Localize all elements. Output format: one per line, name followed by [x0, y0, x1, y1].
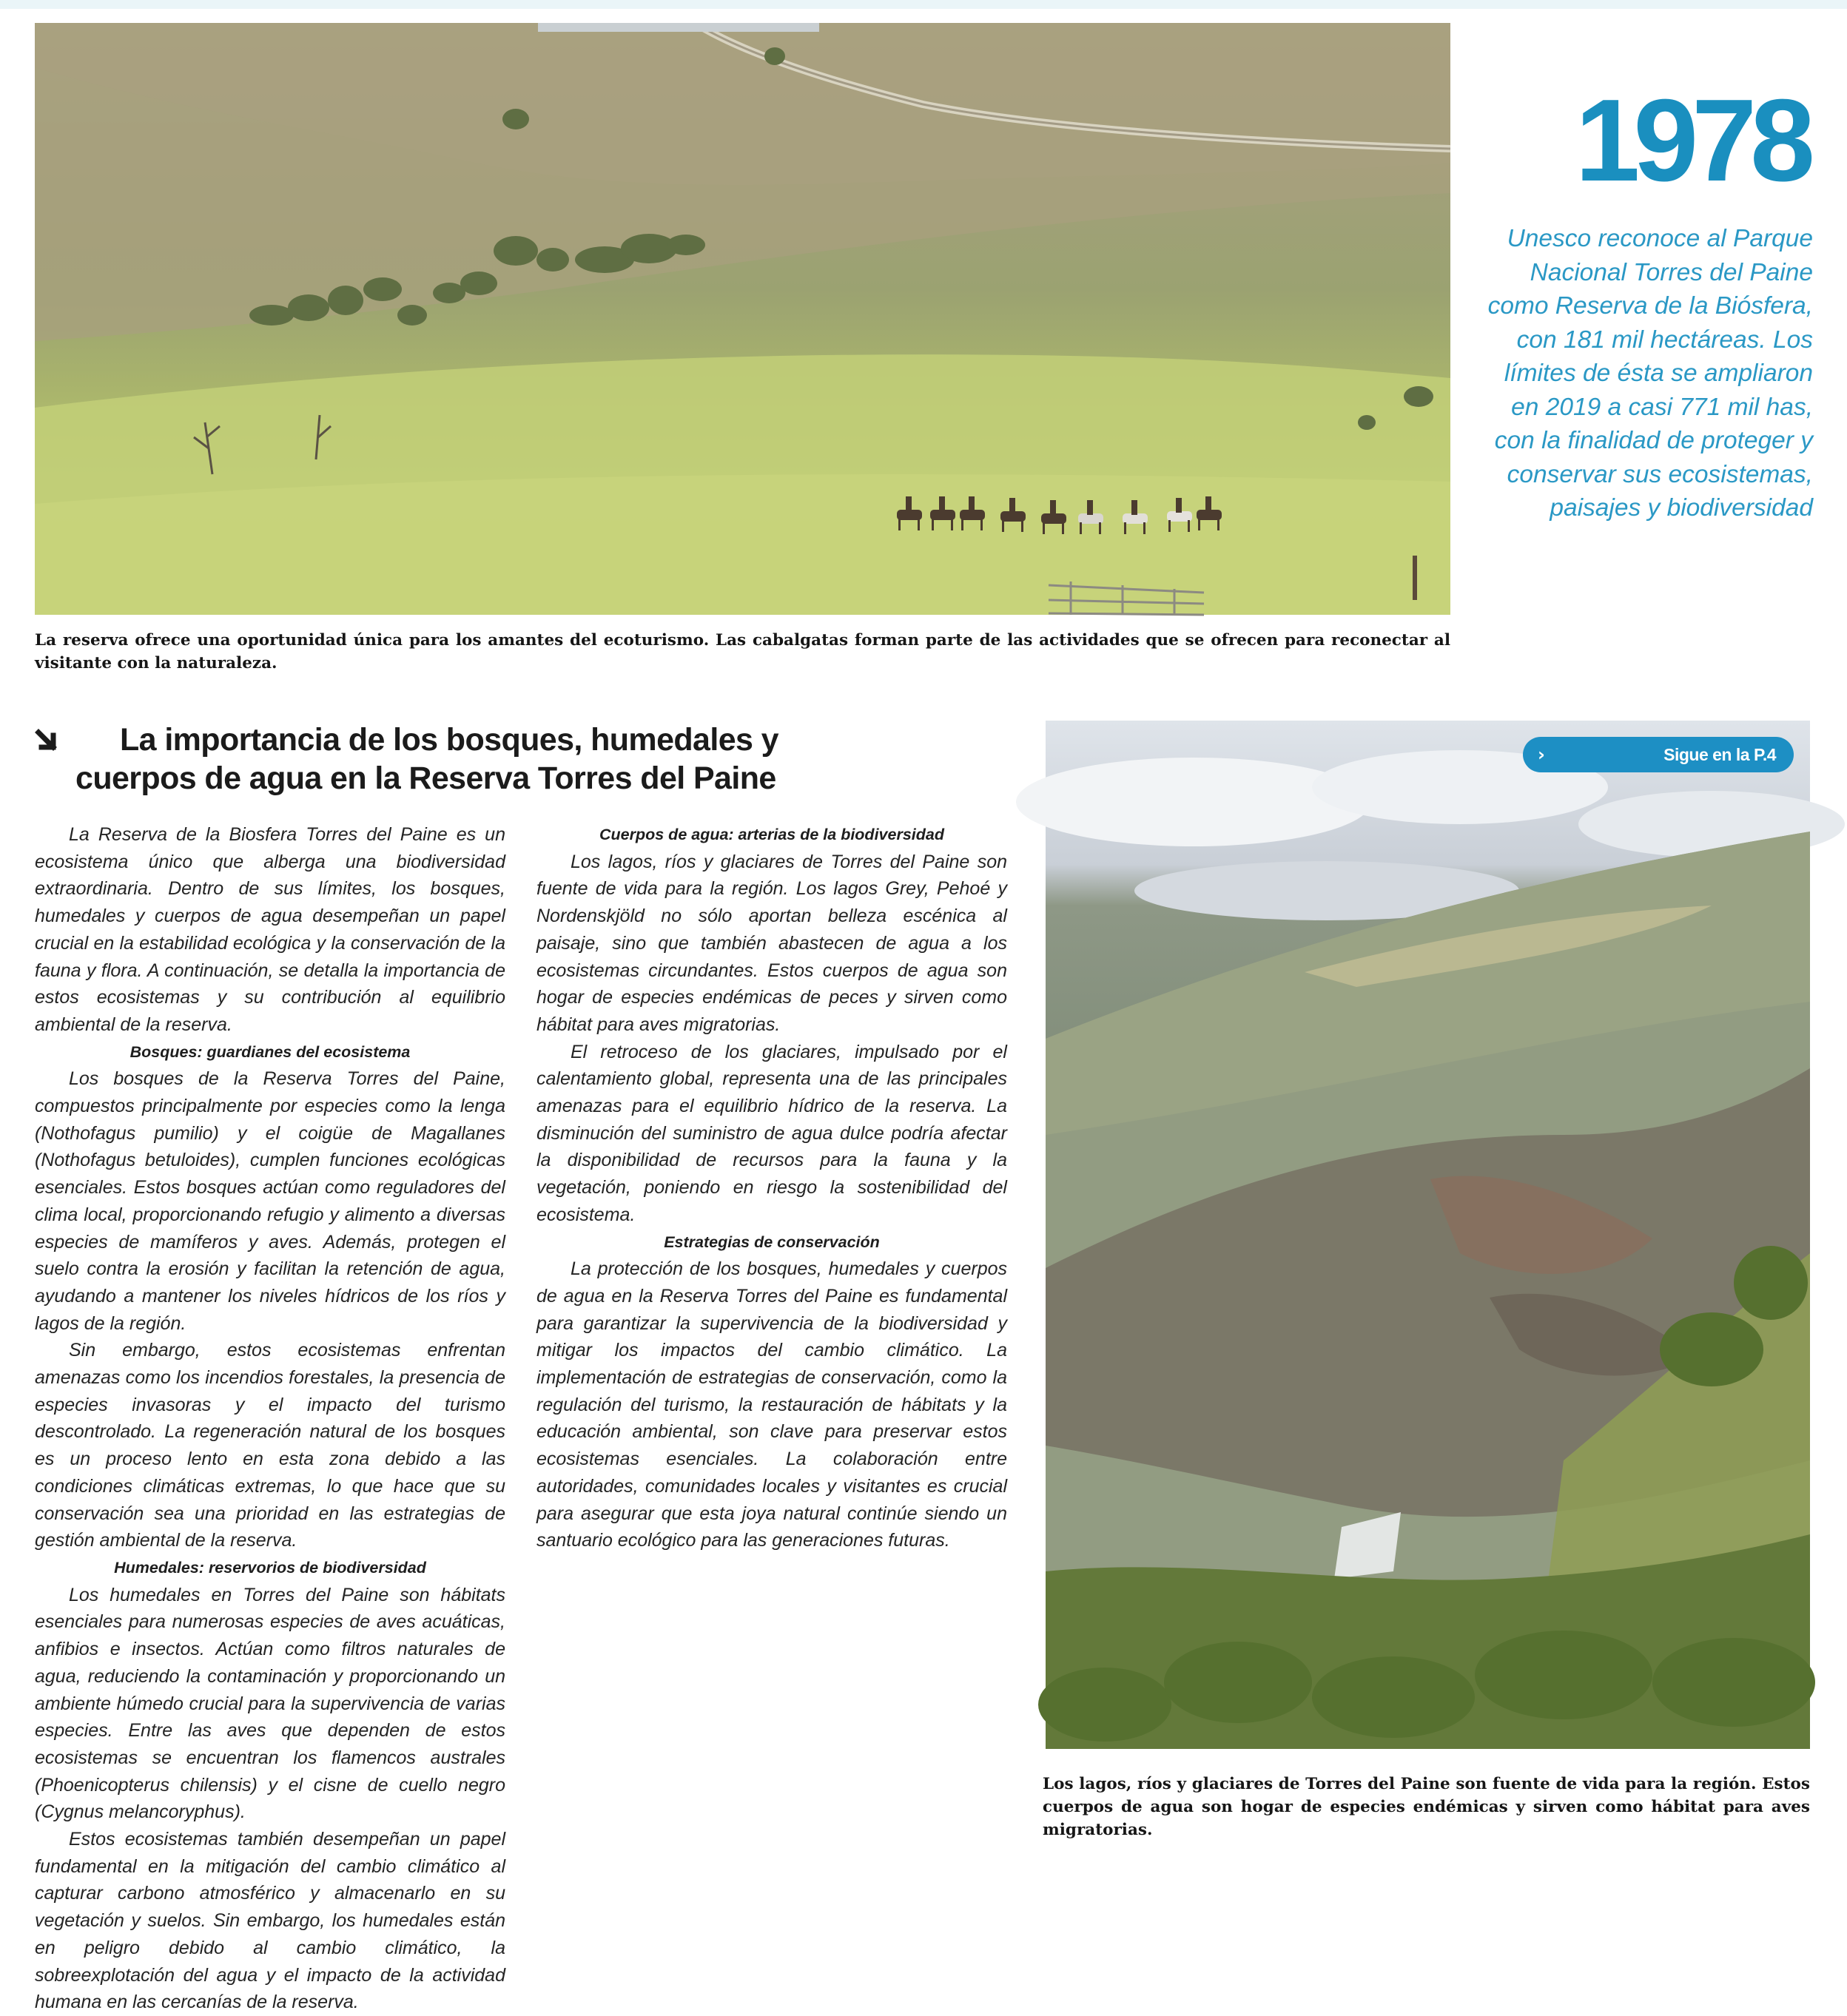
subheading-cuerpos-de-agua: Cuerpos de agua: arterias de la biodiversidad — [599, 826, 944, 843]
chevron-right-icon: › — [1538, 744, 1545, 765]
paragraph-humedales-1: Los humedales en Torres del Paine son hábitats esenciales para numerosas especies de aves acuáticas, anfibios e insectos. Actúan como filtros naturales de agua, reduciendo la contaminación y proporcionando un ambiente húmedo crucial para la supervivencia de varias especies. Entre las aves que dependen de estos ecosistemas se encuentran los flamencos australes (Phoenicopterus chilensis) y el cisne de cuello negro (Cygnus melancoryphus). — [35, 1584, 505, 1823]
paragraph-agua-2: El retroceso de los glaciares, impulsado por el calentamiento global, representa una de las principales amenazas para el equilibrio hídrico de la reserva. La disminución del suministro de agua dulce podría afectar la disponibilidad de recursos para la fauna y la vegetación, poniendo en riesgo la sostenibilidad del ecosistema. — [536, 1041, 1007, 1225]
paragraph-bosques-2: Sin embargo, estos ecosistemas enfrentan amenazas como los incendios forestales, la presencia de especies invasoras y el impacto del turismo descontrolado. La regeneración natural de los bosques es un proceso lento en esta zona debido a las condiciones climáticas extremas, lo que hace que su conservación sea una prioridad en las estrategias de gestión ambiental de la reserva. — [35, 1340, 505, 1551]
right-photo-caption: Los lagos, ríos y glaciares de Torres del Paine son fuente de vida para la región. Estos cuerpos de agua son hogar de especies endémicas y sirven como hábitat para aves migratorias. — [1043, 1775, 1810, 1839]
right-photo — [1046, 721, 1810, 1749]
continue-reading-label: Sigue en la P.4 — [1663, 745, 1776, 764]
headline-line-1: La importancia de los bosques, humedales y — [120, 722, 778, 758]
paragraph-agua-1: Los lagos, ríos y glaciares de Torres del Paine son fuente de vida para la región. Los lagos Grey, Pehoé y Nordenskjöld no sólo aportan belleza escénica al paisaje, sino que también abastecen de agua a los ecosistemas circundantes. Estos cuerpos de agua son hogar de especies endémicas de peces y sirven como hábitat para aves migratorias. — [536, 851, 1007, 1035]
paragraph-estrategias: La protección de los bosques, humedales y cuerpos de agua en la Reserva Torres del Paine es fundamental para garantizar la supervivencia de la biodiversidad y mitigar los impactos del cambio climático. La implementación de estrategias de conservación, como la regulación del turismo, la restauración de hábitats y la educación ambiental, son clave para preservar estos ecosistemas esenciales. La colaboración entre autoridades, comunidades locales y visitantes es crucial para asegurar que esta joya natural continúe siendo un santuario ecológico para las generaciones futuras. — [536, 1258, 1007, 1551]
paragraph-humedales-2: Estos ecosistemas también desempeñan un papel fundamental en la mitigación del cambio climático al capturar carbono atmosférico y almacenarlo en su vegetación y suelos. Sin embargo, los humedales están en peligro debido al cambio climático, la sobreexplotación del agua y el impacto de la actividad humana en las cercanías de la reserva. — [35, 1829, 505, 2013]
paragraph-bosques-1: Los bosques de la Reserva Torres del Paine, compuestos principalmente por especies como la lenga (Nothofagus pumilio) y el coigüe de Magallanes (Nothofagus betuloides), cumplen funciones ecológicas esenciales. Estos bosques actúan como reguladores del clima local, proporcionando refugio y alimento a diversas especies de mamíferos y aves. Además, protegen el suelo contra la erosión y facilitan la retención de agua, ayudando a mantener los niveles hídricos de los ríos y lagos de la región. — [35, 1068, 505, 1334]
year-highlight: 1978 — [1575, 75, 1809, 206]
article-headline — [67, 721, 807, 798]
right-photo-illustration — [1046, 721, 1810, 1749]
paragraph-intro: La Reserva de la Biosfera Torres del Paine es un ecosistema único que alberga una biodiversidad extraordinaria. Dentro de sus límites, los bosques, humedales y cuerpos de agua desempeñan un papel crucial en la estabilidad ecológica y la conservación de la fauna y flora. A continuación, se detalla la importancia de estos ecosistemas y su contribución al equilibrio ambiental de la reserva. — [35, 824, 505, 1035]
subheading-humedales: Humedales: reservorios de biodiversidad — [114, 1558, 426, 1577]
top-photo-caption: La reserva ofrece una oportunidad única para los amantes del ecoturismo. Las cabalgatas forman parte de las actividades que se ofrecen para reconectar al visitante con la naturaleza. — [35, 631, 1450, 672]
continue-reading-badge[interactable] — [1523, 737, 1794, 772]
arrow-down-right-icon — [34, 726, 62, 755]
year-description: Unesco reconoce al Parque Nacional Torres del Paine como Reserva de la Biósfera, con 181 mil hectáreas. Los límites de ésta se ampliaron en 2019 a casi 771 mil has, con la finalidad de proteger y conservar sus ecosistemas, paisajes y biodiversidad — [1487, 225, 1813, 522]
page-top-strip — [0, 0, 1847, 9]
article-column-2 — [536, 821, 1007, 1835]
article-column-1 — [35, 821, 505, 2013]
subheading-bosques: Bosques: guardianes del ecosistema — [129, 1042, 411, 1061]
top-photo — [35, 23, 1450, 615]
headline-line-2: cuerpos de agua en la Reserva Torres del Paine — [75, 761, 776, 796]
subheading-estrategias: Estrategias de conservación — [664, 1233, 880, 1251]
top-photo-illustration — [35, 23, 1450, 615]
